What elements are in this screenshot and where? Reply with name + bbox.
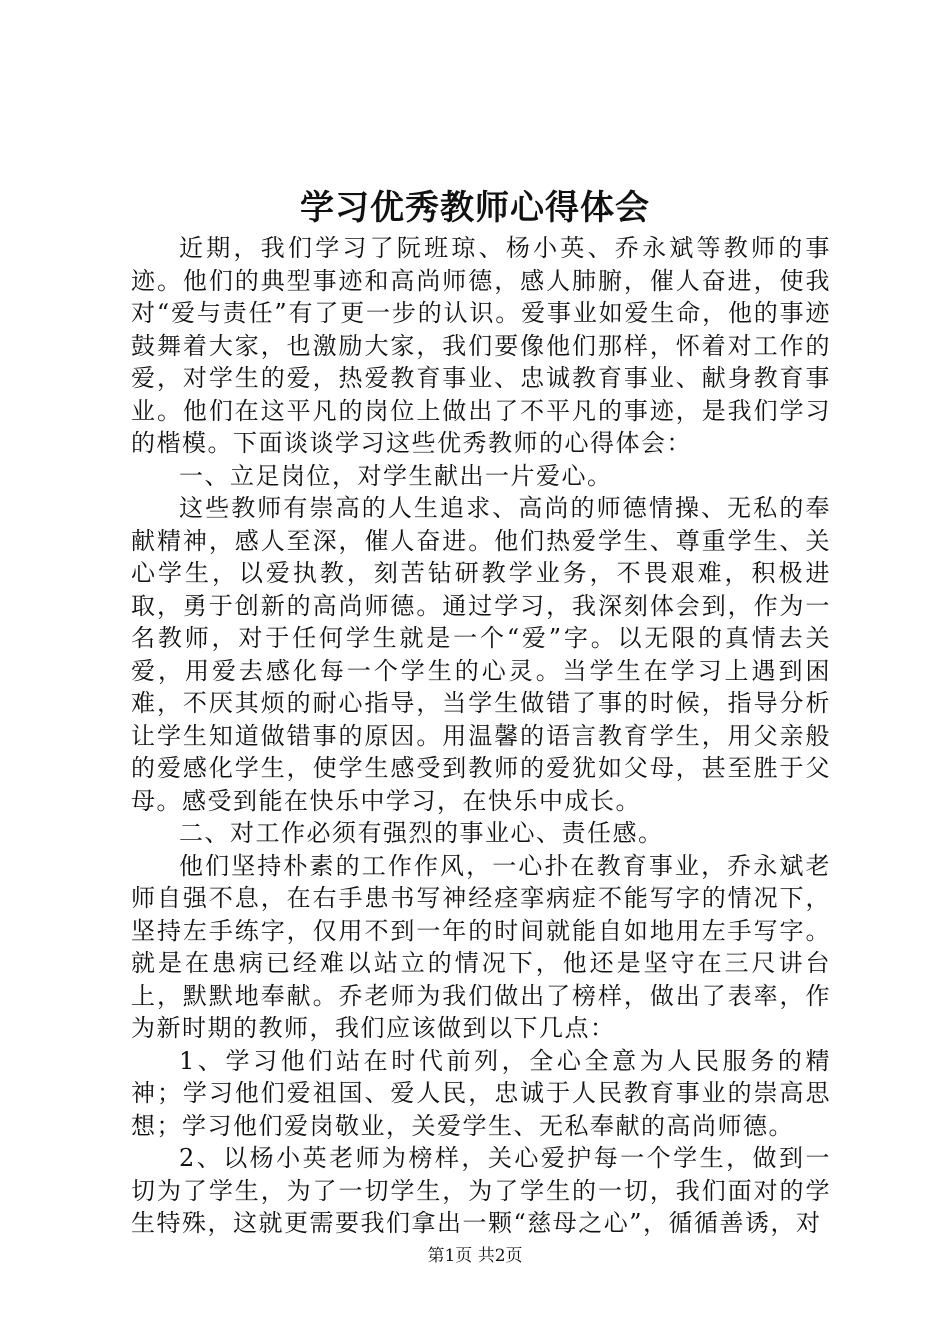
paragraph-section-1: 这些教师有崇高的人生追求、高尚的师德情操、无私的奉献精神，感人至深，催人奋进。他们热爱学生、尊重学生、关心学生，以爱执教，刻苦钻研教学业务，不畏艰难，积极进取，勇于创新的高尚师德。通过学习，我深刻体会到，作为一名教师，对于任何学生就是一个“爱”字。以无限的真情去关爱，用爱去感化每一个学生的心灵。当学生在学习上遇到困难，不厌其烦的耐心指导，当学生做错了事的时候，指导分析让学生知道做错事的原因。用温馨的语言教育学生，用父亲般的爱感化学生，使学生感受到教师的爱犹如父母，甚至胜于父母。感受到能在快乐中学习，在快乐中成长。 bbox=[131, 494, 831, 815]
document-body bbox=[131, 232, 831, 1240]
page-number-footer: 第1页 共2页 bbox=[427, 1246, 523, 1266]
paragraph-section-2: 他们坚持朴素的工作作风，一心扑在教育事业，乔永斌老师自强不息，在右手患书写神经痉挛病症不能写字的情况下，坚持左手练字，仅用不到一年的时间就能自如地用左手写字。就是在患病已经难以站立的情况下，他还是坚守在三尺讲台上，默默地奉献。乔老师为我们做出了榜样，做出了表率，作为新时期的教师，我们应该做到以下几点： bbox=[131, 851, 831, 1042]
section-heading-2: 二、对工作必须有强烈的事业心、责任感。 bbox=[179, 819, 664, 847]
list-item-1: 1、学习他们站在时代前列，全心全意为人民服务的精神；学习他们爱祖国、爱人民，忠诚于人民教育事业的崇高思想；学习他们爱岗敬业，关爱学生、无私奉献的高尚师德。 bbox=[131, 1046, 831, 1140]
section-heading-1: 一、立足岗位，对学生献出一片爱心。 bbox=[179, 461, 613, 490]
document-title: 学习优秀教师心得体会 bbox=[300, 188, 650, 228]
list-item-2: 2、以杨小英老师为榜样，关心爱护每一个学生，做到一切为了学生，为了一切学生，为了学生的一切，我们面对的学生特殊，这就更需要我们拿出一颗“慈母之心”，循循善诱，对 bbox=[131, 1144, 831, 1237]
paragraph-intro: 近期，我们学习了阮班琼、杨小英、乔永斌等教师的事迹。他们的典型事迹和高尚师德，感人肺腑，催人奋进，使我对“爱与责任”有了更一步的认识。爱事业如爱生命，他的事迹鼓舞着大家，也激励大家，我们要像他们那样，怀着对工作的爱，对学生的爱，热爱教育事业、忠诚教育事业、献身教育事业。他们在这平凡的岗位上做出了不平凡的事迹，是我们学习的楷模。下面谈谈学习这些优秀教师的心得体会： bbox=[131, 234, 831, 457]
